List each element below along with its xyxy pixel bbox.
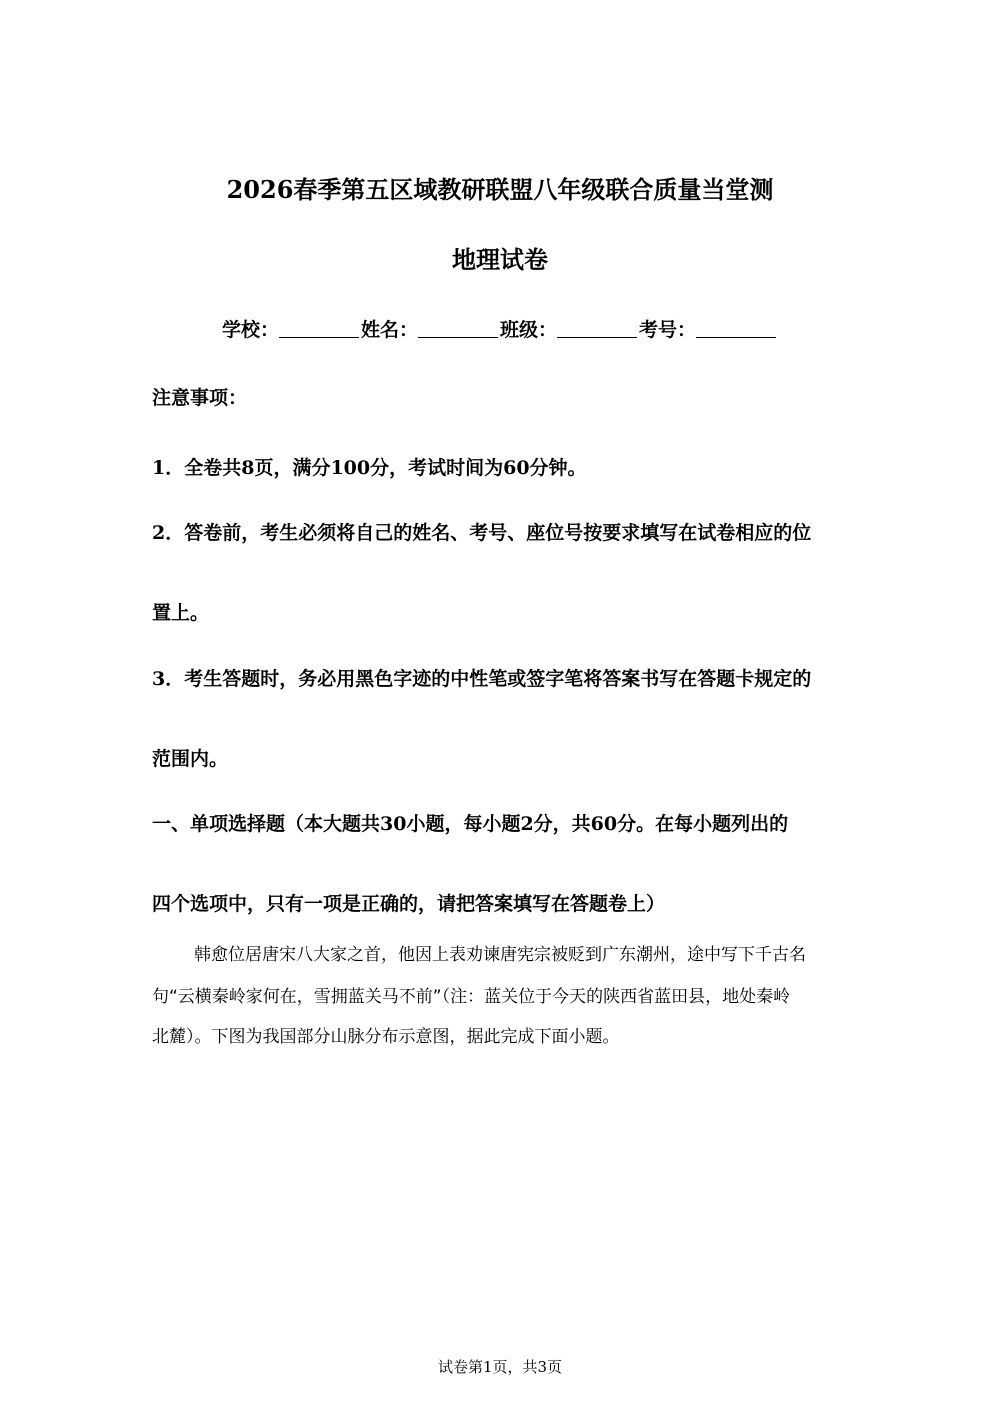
notice-heading: 注意事项： <box>152 387 248 409</box>
passage-line-3: 北麓）。下图为我国部分山脉分布示意图，据此完成下面小题。 <box>152 1027 620 1047</box>
exam-number-label: 考号： <box>639 319 697 341</box>
name-blank <box>418 337 498 338</box>
section-heading-cont: 四个选项中，只有一项是正确的，请把答案填写在答题卷上） <box>152 893 666 915</box>
class-blank <box>557 337 637 338</box>
class-label: 班级： <box>500 319 558 341</box>
student-info-line <box>0 315 1000 342</box>
exam-number-blank <box>696 337 776 338</box>
passage-line-1: 韩愈位居唐宋八大家之首，他因上表劝谏唐宪宗被贬到广东潮州，途中写下千古名 <box>194 945 806 965</box>
section-heading: 一、单项选择题（本大题共30小题，每小题2分，共60分。在每小题列出的 <box>152 813 789 835</box>
page-footer: 试卷第1页，共3页 <box>437 1358 563 1376</box>
notice-item-3: 3．考生答题时，务必用黑色字迹的中性笔或签字笔将答案书写在答题卡规定的 <box>152 668 812 690</box>
notice-item-2-cont: 置上。 <box>152 602 210 624</box>
notice-item-2: 2．答卷前，考生必须将自己的姓名、考号、座位号按要求填写在试卷相应的位 <box>152 522 812 544</box>
name-label: 姓名： <box>360 319 418 341</box>
notice-item-3-cont: 范围内。 <box>152 748 229 770</box>
notice-item-1: 1．全卷共8页，满分100分，考试时间为60分钟。 <box>152 457 587 479</box>
exam-title: 2026春季第五区域教研联盟八年级联合质量当堂测 <box>226 175 774 204</box>
school-blank <box>279 337 359 338</box>
exam-subject-title: 地理试卷 <box>452 245 548 274</box>
passage-line-2: 句“云横秦岭家何在，雪拥蓝关马不前”（注：蓝关位于今天的陕西省蓝田县，地处秦岭 <box>152 987 791 1007</box>
school-label: 学校： <box>221 319 279 341</box>
